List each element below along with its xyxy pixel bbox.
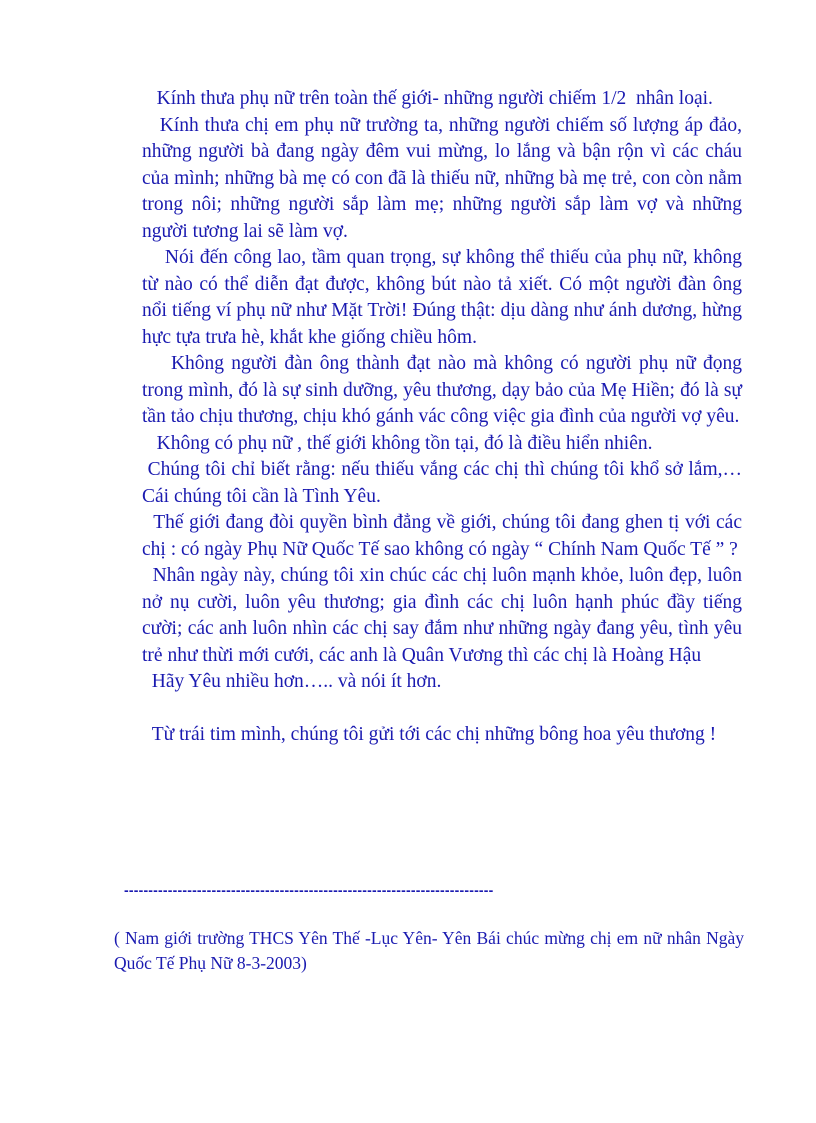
paragraph-equality: Thế giới đang đòi quyền bình đẳng về giới, chúng tôi đang ghen tị với các chị : có ngày Phụ Nữ Quốc Tế sao không có ngày “ Chính Nam Quốc Tế ” ? bbox=[142, 512, 747, 560]
paragraph-without-women: Không có phụ nữ , thế giới không tồn tại, đó là điều hiển nhiên. bbox=[142, 432, 653, 454]
paragraph-love-more: Hãy Yêu nhiều hơn….. và nói ít hơn. bbox=[142, 671, 442, 692]
paragraph-greeting-school: Kính thưa chị em phụ nữ trường ta, những người chiếm số lượng áp đảo, những người bà đang ngày đêm vui mừng, lo lắng và bận rộn vì các cháu của mình; những bà mẹ có con đã là thiếu nữ, những bà mẹ trẻ, con còn nằm trong nôi; những người sắp làm mẹ; những người sắp làm vợ và những người tương lai sẽ làm vợ. bbox=[142, 114, 747, 242]
paragraph-greeting-world: Kính thưa phụ nữ trên toàn thế giới- những người chiếm 1/2 nhân loại. bbox=[142, 88, 713, 109]
letter-body bbox=[142, 86, 747, 748]
paragraph-importance: Nói đến công lao, tầm quan trọng, sự không thể thiếu của phụ nữ, không từ nào có thể diễn đạt được, không bút nào tả xiết. Có một người đàn ông nổi tiếng ví phụ nữ như Mặt Trời! Đúng thật: dịu dàng như ánh dương, hừng hực tựa trưa hè, khắt khe giống chiều hôm. bbox=[142, 247, 747, 348]
paragraph-closing: Từ trái tim mình, chúng tôi gửi tới các chị những bông hoa yêu thương ! bbox=[142, 723, 717, 745]
paragraph-spacer bbox=[142, 696, 742, 722]
footer-note: ( Nam giới trường THCS Yên Thế -Lục Yên- Yên Bái chúc mừng chị em nữ nhân Ngày Quốc Tế Phụ Nữ 8-3-2003) bbox=[114, 928, 744, 973]
dashed-separator: ---------------------------------------------------------------------------- bbox=[124, 882, 494, 898]
paragraph-successful-men: Không người đàn ông thành đạt nào mà không có người phụ nữ đọng trong mình, đó là sự sinh dưỡng, yêu thương, dạy bảo của Mẹ Hiền; đó là sự tần tảo chịu thương, chịu khó gánh vác công việc gia đình của người vợ yêu. bbox=[142, 353, 747, 427]
paragraph-we-know: Chúng tôi chỉ biết rằng: nếu thiếu vắng các chị thì chúng tôi khổ sở lắm,…Cái chúng tôi cần là Tình Yêu. bbox=[142, 459, 743, 507]
paragraph-wishes: Nhân ngày này, chúng tôi xin chúc các chị luôn mạnh khỏe, luôn đẹp, luôn nở nụ cười, luôn yêu thương; gia đình các chị luôn hạnh phúc đầy tiếng cười; các anh luôn nhìn các chị say đắm như những ngày đang yêu, tình yêu trẻ như thừi mới cưới, các anh là Quân Vương thì các chị là Hoàng Hậu bbox=[142, 565, 747, 666]
